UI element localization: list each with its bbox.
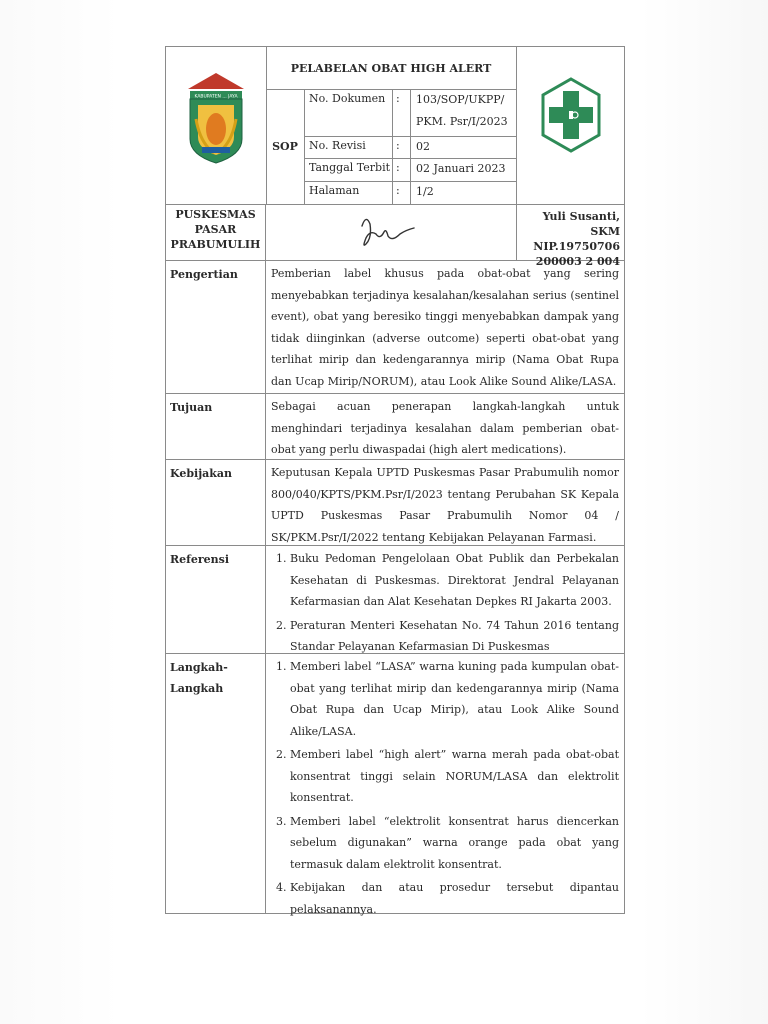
list-item: 4. Kebijakan dan atau prosedur tersebut dipantau pelaksanannya. bbox=[290, 877, 619, 920]
org-line: PUSKESMAS bbox=[175, 208, 256, 221]
document-title: PELABELAN OBAT HIGH ALERT bbox=[266, 47, 516, 90]
section-label-line: Langkah bbox=[170, 682, 224, 695]
signature-row bbox=[166, 204, 624, 268]
meta-colon: : bbox=[396, 92, 400, 105]
section-label-line: Langkah- bbox=[170, 661, 228, 674]
regency-logo-cell bbox=[166, 47, 267, 204]
document-meta-table bbox=[304, 89, 516, 204]
signer-block bbox=[516, 204, 624, 268]
section-kebijakan bbox=[166, 459, 624, 546]
list-item: 2. Peraturan Menteri Kesehatan No. 74 Tahun 2016 tentang Standar Pelayanan Kefarmasian Di Puskesmas bbox=[290, 615, 619, 658]
meta-label: No. Dokumen bbox=[309, 92, 386, 105]
meta-value: 1/2 bbox=[416, 185, 434, 198]
signer-name: Yuli Susanti, SKM bbox=[542, 210, 620, 238]
meta-label: No. Revisi bbox=[309, 139, 366, 152]
meta-row-tanggal bbox=[304, 158, 516, 182]
section-list bbox=[271, 548, 619, 660]
meta-row-dokumen bbox=[304, 89, 516, 137]
puskesmas-logo-cell bbox=[516, 47, 625, 204]
list-item: 2. Memberi label “high alert” warna merah pada obat-obat konsentrat tinggi selain NORUM/LASA dan elektrolit konsentrat. bbox=[290, 744, 619, 809]
section-label: Pengertian bbox=[166, 260, 266, 393]
meta-label: Tanggal Terbit bbox=[309, 161, 391, 174]
list-item: 1. Memberi label “LASA” warna kuning pada kumpulan obat-obat yang terlihat mirip dan kedengarannya mirip (Nama Obat Rupa dan Ucap Mirip), atau Look Alike Sound Alike/LASA. bbox=[290, 656, 619, 742]
regency-emblem-icon bbox=[166, 47, 266, 204]
document-header bbox=[166, 47, 624, 205]
list-item: 1. Buku Pedoman Pengelolaan Obat Publik dan Perbekalan Kesehatan di Puskesmas. Direktorat Jendral Pelayanan Kefarmasian dan Alat Kesehatan Depkes RI Jakarta 2003. bbox=[290, 548, 619, 613]
section-label bbox=[166, 653, 266, 914]
section-tujuan bbox=[166, 393, 624, 460]
section-text: Sebagai acuan penerapan langkah-langkah untuk menghindari terjadinya kesalahan dalam pemberian obat-obat yang perlu diwaspadai (high alert medications). bbox=[271, 400, 619, 456]
sop-document bbox=[165, 46, 625, 914]
org-line: PRABUMULIH bbox=[170, 238, 261, 251]
sop-label: SOP bbox=[266, 89, 305, 204]
meta-value: 103/SOP/UKPP/ PKM. Psr/I/2023 bbox=[416, 93, 508, 128]
meta-row-halaman bbox=[304, 181, 516, 204]
section-label: Kebijakan bbox=[166, 459, 266, 545]
emblem-banner-text: KABUPATEN ... JAYA bbox=[194, 94, 238, 100]
puskesmas-cross-icon bbox=[517, 47, 625, 204]
list-item: 3. Memberi label “elektrolit konsentrat harus diencerkan sebelum digunakan” warna orange pada obat yang termasuk dalam elektrolit konsentrat. bbox=[290, 811, 619, 876]
meta-value: 02 bbox=[416, 140, 430, 153]
signature-cell bbox=[266, 204, 517, 260]
section-label: Referensi bbox=[166, 545, 266, 653]
signer-nip: NIP.19750706 bbox=[533, 240, 620, 253]
signer-nip-cont: 200003 2 004 bbox=[535, 255, 620, 268]
meta-value: 02 Januari 2023 bbox=[416, 162, 506, 175]
section-text: Keputusan Kepala UPTD Puskesmas Pasar Prabumulih nomor 800/040/KPTS/PKM.Psr/I/2023 tentang Perubahan SK Kepala UPTD Puskesmas Pasar Prabumulih Nomor 04 / SK/PKM.Psr/I/2022 tentang Kebijakan Pelayanan Farmasi. bbox=[271, 466, 619, 544]
org-line: PASAR bbox=[194, 223, 237, 236]
organization-name bbox=[166, 204, 266, 260]
section-pengertian bbox=[166, 260, 624, 394]
section-list bbox=[271, 656, 619, 922]
section-label: Tujuan bbox=[166, 393, 266, 459]
meta-label: Halaman bbox=[309, 184, 360, 197]
meta-colon: : bbox=[396, 184, 400, 197]
meta-colon: : bbox=[396, 139, 400, 152]
section-langkah bbox=[166, 653, 624, 914]
section-referensi bbox=[166, 545, 624, 654]
section-text: Pemberian label khusus pada obat-obat yang sering menyebabkan terjadinya kesalahan/kesalahan serius (sentinel event), obat yang beresiko tinggi menyebabkan dampak yang tidak diinginkan (adverse outcome) seperti obat-obat yang terlihat mirip dan kedengarannya mirip (Nama Obat Rupa dan Ucap Mirip/NORUM), atau Look Alike Sound Alike/LASA. bbox=[271, 267, 619, 388]
meta-row-revisi bbox=[304, 136, 516, 159]
handwritten-signature bbox=[266, 204, 516, 260]
meta-colon: : bbox=[396, 161, 400, 174]
